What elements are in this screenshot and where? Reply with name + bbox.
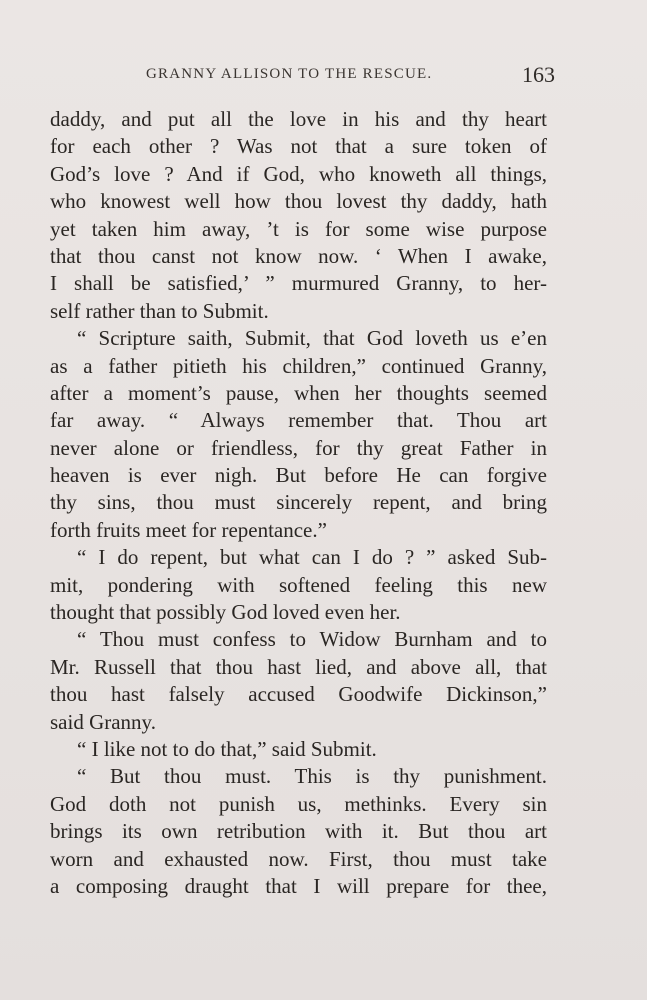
text-line: God’s love ? And if God, who knoweth all things, — [50, 161, 547, 186]
text-line: I shall be satisfied,’ ” murmured Granny, to her- — [50, 271, 547, 296]
running-head — [50, 64, 555, 90]
text-line: worn and exhausted now. First, thou must take — [50, 846, 547, 871]
text-line: brings its own retribution with it. But thou art — [50, 819, 547, 844]
text-line: that thou canst not know now. ‘ When I awake, — [50, 243, 547, 268]
text-line: self rather than to Submit. — [50, 298, 269, 323]
text-line: who knowest well how thou lovest thy daddy, hath — [50, 189, 547, 214]
text-line: “ I like not to do that,” said Submit. — [77, 736, 377, 761]
text-line: heaven is ever nigh. But before He can forgive — [50, 463, 547, 488]
text-line: mit, pondering with softened feeling this new — [50, 572, 547, 597]
body-text — [50, 106, 547, 900]
text-line: after a moment’s pause, when her thoughts seemed — [50, 380, 547, 405]
text-line: for each other ? Was not that a sure token of — [50, 134, 547, 159]
text-line: “ But thou must. This is thy punishment. — [77, 764, 547, 789]
text-line: thought that possibly God loved even her. — [50, 600, 401, 625]
text-line: “ Thou must confess to Widow Burnham and to — [77, 627, 547, 652]
text-line: Mr. Russell that thou hast lied, and above all, that — [50, 654, 547, 679]
text-line: “ I do repent, but what can I do ? ” asked Sub- — [77, 545, 547, 570]
text-line: as a father pitieth his children,” continued Granny, — [50, 353, 547, 378]
text-line: far away. “ Always remember that. Thou art — [50, 408, 547, 433]
text-line: daddy, and put all the love in his and thy heart — [50, 107, 547, 131]
text-line: yet taken him away, ’t is for some wise purpose — [50, 216, 547, 241]
text-line: thy sins, thou must sincerely repent, and bring — [50, 490, 547, 515]
text-line: a composing draught that I will prepare for thee, — [50, 873, 547, 898]
page-number: 163 — [522, 62, 555, 87]
text-line: God doth not punish us, methinks. Every sin — [50, 791, 547, 816]
text-line: thou hast falsely accused Goodwife Dickinson,” — [50, 682, 547, 707]
text-line: “ Scripture saith, Submit, that God loveth us e’en — [77, 326, 547, 351]
text-line: never alone or friendless, for thy great Father in — [50, 435, 547, 460]
running-title: GRANNY ALLISON TO THE RESCUE. — [146, 66, 433, 82]
text-line: forth fruits meet for repentance.” — [50, 517, 327, 542]
text-line: said Granny. — [50, 709, 156, 734]
